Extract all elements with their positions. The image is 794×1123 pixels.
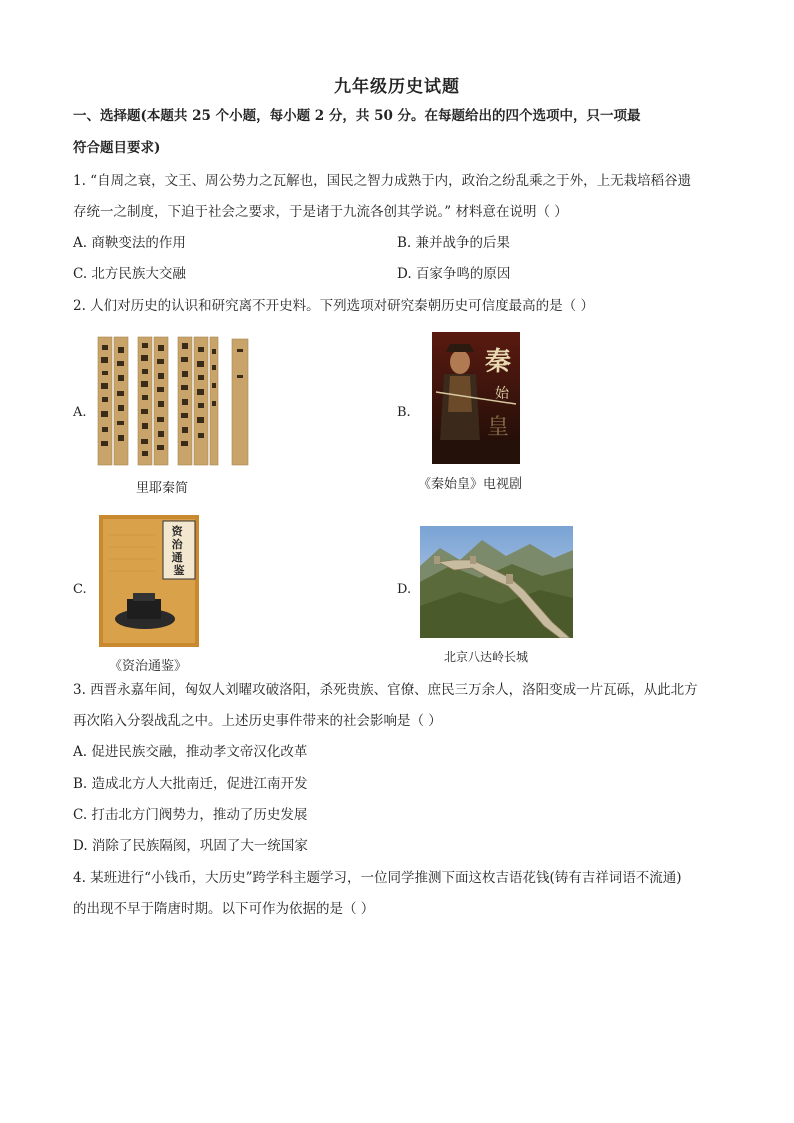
poster-title-char-2: 始 <box>495 386 509 402</box>
qin-shi-huang-tv-poster-image <box>432 332 520 464</box>
q2-option-d-letter: D. <box>397 582 412 597</box>
zizhi-tongjian-book-image <box>99 515 199 647</box>
q2-option-a-caption: 里耶秦简 <box>136 481 189 496</box>
q3-option-c: C. 打击北方门阀势力，推动了历史发展 <box>73 807 308 823</box>
book-title-char-2: 治 <box>171 538 183 551</box>
poster-title-char-1: 秦 <box>484 347 512 377</box>
q1-stem-line2: 存统一之制度，下迫于社会之要求，于是诸于九流各创其学说。” 材料意在说明（ ） <box>73 204 568 220</box>
q2-option-b-caption: 《秦始皇》电视剧 <box>418 477 523 492</box>
q3-stem-line1: 3. 西晋永嘉年间，匈奴人刘曜攻破洛阳，杀死贵族、官僚、庶民三万余人，洛阳变成一片瓦砾，从此北方 <box>73 682 698 698</box>
q1-option-b: B. 兼并战争的后果 <box>397 235 511 251</box>
q2-option-a-letter: A. <box>73 405 87 420</box>
poster-title-char-3: 皇 <box>486 415 510 440</box>
book-title-char-4: 鉴 <box>173 564 185 577</box>
q4-stem-line2: 的出现不早于隋唐时期。以下可作为依据的是（ ） <box>73 901 375 917</box>
q2-option-c-letter: C. <box>73 582 87 597</box>
page-title: 九年级历史试题 <box>334 77 460 97</box>
q3-stem-line2: 再次陷入分裂战乱之中。上述历史事件带来的社会影响是（ ） <box>73 713 442 729</box>
q2-stem-line1: 2. 人们对历史的认识和研究离不开史料。下列选项对研究秦朝历史可信度最高的是（ ） <box>73 298 594 314</box>
q2-option-d-caption: 北京八达岭长城 <box>444 650 529 664</box>
q4-stem-line1: 4. 某班进行“小钱币，大历史”跨学科主题学习，一位同学推测下面这枚吉语花钱(铸有吉祥词语不流通) <box>73 870 682 886</box>
section-heading-line1: 一、选择题(本题共 25 个小题，每小题 2 分，共 50 分。在每题给出的四个选项中，只一项最 <box>73 108 641 124</box>
q3-option-d: D. 消除了民族隔阂，巩固了大一统国家 <box>73 838 308 854</box>
q1-option-d: D. 百家争鸣的原因 <box>397 266 511 282</box>
section-heading-line2: 符合题目要求) <box>73 140 161 156</box>
q2-option-b-letter: B. <box>397 405 411 420</box>
q3-option-a: A. 促进民族交融，推动孝文帝汉化改革 <box>73 744 308 760</box>
qin-bamboo-slips-image <box>96 335 252 467</box>
q1-stem-line1: 1. “自周之衰，文王、周公势力之瓦解也，国民之智力成熟于内，政治之纷乱乘之于外，上无栽培稻谷遗 <box>73 173 692 189</box>
great-wall-badaling-image <box>420 526 573 638</box>
book-cover-title <box>172 524 187 577</box>
q3-option-b: B. 造成北方人大批南迁，促进江南开发 <box>73 776 308 792</box>
q1-option-c: C. 北方民族大交融 <box>73 266 186 282</box>
q2-option-c-caption: 《资治通鉴》 <box>109 659 188 674</box>
book-title-char-1: 资 <box>171 525 183 538</box>
q1-option-a: A. 商鞅变法的作用 <box>73 235 186 251</box>
book-title-char-3: 通 <box>171 551 183 564</box>
